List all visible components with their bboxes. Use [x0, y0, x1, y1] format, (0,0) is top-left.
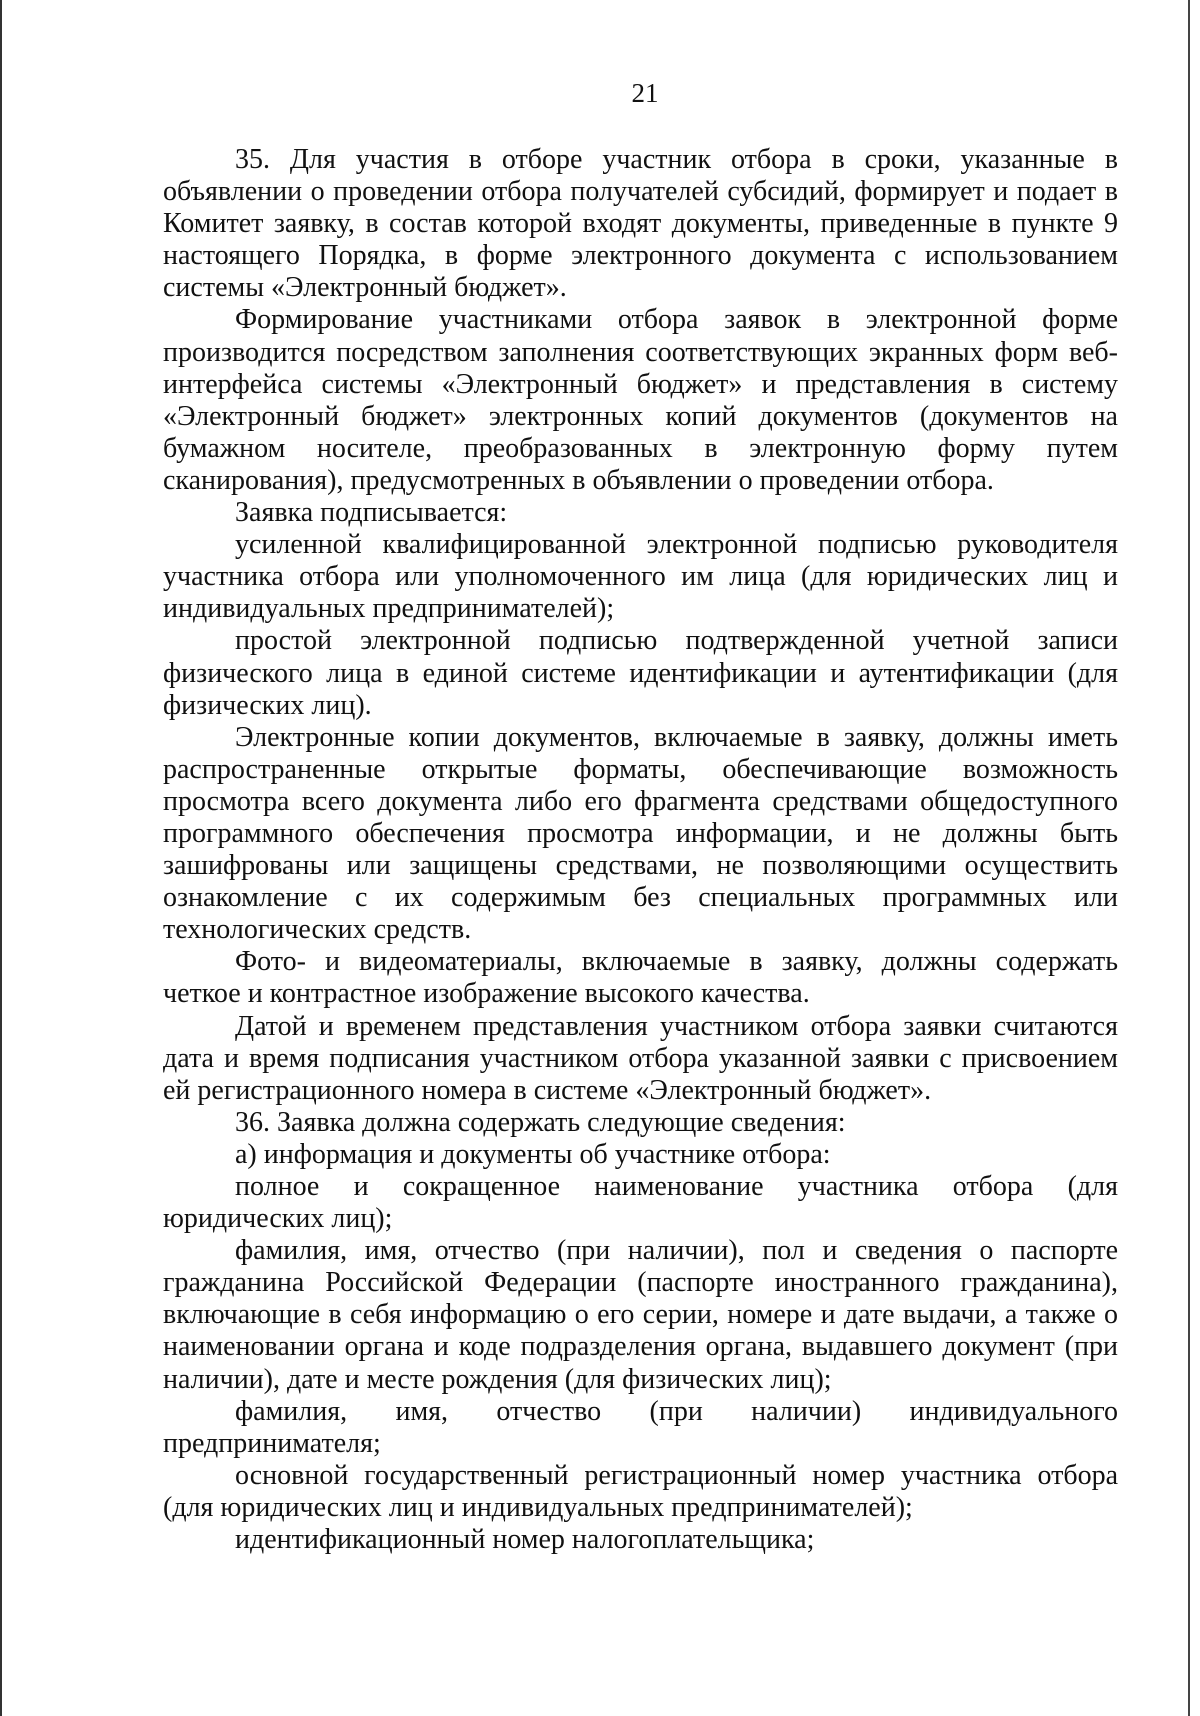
- paragraph-36: 36. Заявка должна содержать следующие сведения:: [235, 1106, 846, 1138]
- document-body: [163, 144, 1118, 1556]
- list-item-entrepreneur-name: фамилия, имя, отчество (при наличии) индивидуального предпринимателя;: [163, 1395, 1118, 1459]
- scan-edge-right: [1188, 0, 1190, 1716]
- paragraph-photo-video: Фото- и видеоматериалы, включаемые в заявку, должны содержать четкое и контрастное изображение высокого качества.: [163, 946, 1118, 1010]
- scan-edge-left: [0, 0, 2, 1716]
- list-item-passport-info: фамилия, имя, отчество (при наличии), пол и сведения о паспорте гражданина Российской Федерации (паспорте иностранного гражданина), включающие в себя информацию о его серии, номере и дате выдачи, а также о наименовании органа и коде подразделения органа, выдавшего документ (при наличии), дате и месте рождения (для физических лиц);: [163, 1235, 1118, 1395]
- paragraph-submission-date: Датой и временем представления участником отбора заявки считаются дата и время подписания участником отбора указанной заявки с присвоением ей регистрационного номера в системе «Электронный бюджет».: [163, 1010, 1118, 1106]
- paragraph-forming-applications: Формирование участниками отбора заявок в электронной форме производится посредством заполнения соответствующих экранных форм веб-интерфейса системы «Электронный бюджет» и представления в систему «Электронный бюджет» электронных копий документов (документов на бумажном носителе, преобразованных в электронную форму путем сканирования), предусмотренных в объявлении о проведении отбора.: [163, 304, 1118, 496]
- list-item-inn: идентификационный номер налогоплательщика;: [235, 1524, 815, 1556]
- paragraph-35: 35. Для участия в отборе участник отбора в сроки, указанные в объявлении о проведении отбора получателей субсидий, формирует и подает в Комитет заявку, в состав которой входят документы, приведенные в пункте 9 настоящего Порядка, в форме электронного документа с использованием системы «Электронный бюджет».: [163, 144, 1118, 304]
- list-item-full-name-legal: полное и сокращенное наименование участника отбора (для юридических лиц);: [163, 1171, 1118, 1235]
- list-item-ogrn: основной государственный регистрационный номер участника отбора (для юридических лиц и индивидуальных предпринимателей);: [163, 1459, 1118, 1523]
- list-item-a: а) информация и документы об участнике отбора:: [235, 1138, 831, 1170]
- paragraph-electronic-copies: Электронные копии документов, включаемые в заявку, должны иметь распространенные открытые форматы, обеспечивающие возможность просмотра всего документа либо его фрагмента средствами общедоступного программного обеспечения просмотра информации, и не должны быть зашифрованы или защищены средствами, не позволяющими осуществить ознакомление с их содержимым без специальных программных или технологических средств.: [163, 721, 1118, 946]
- paragraph-simple-signature: простой электронной подписью подтвержденной учетной записи физического лица в единой системе идентификации и аутентификации (для физических лиц).: [163, 625, 1118, 721]
- paragraph-signing-intro: Заявка подписывается:: [235, 497, 508, 529]
- paragraph-qualified-signature: усиленной квалифицированной электронной подписью руководителя участника отбора или уполномоченного им лица (для юридических лиц и индивидуальных предпринимателей);: [163, 529, 1118, 625]
- page-number: 21: [631, 78, 659, 108]
